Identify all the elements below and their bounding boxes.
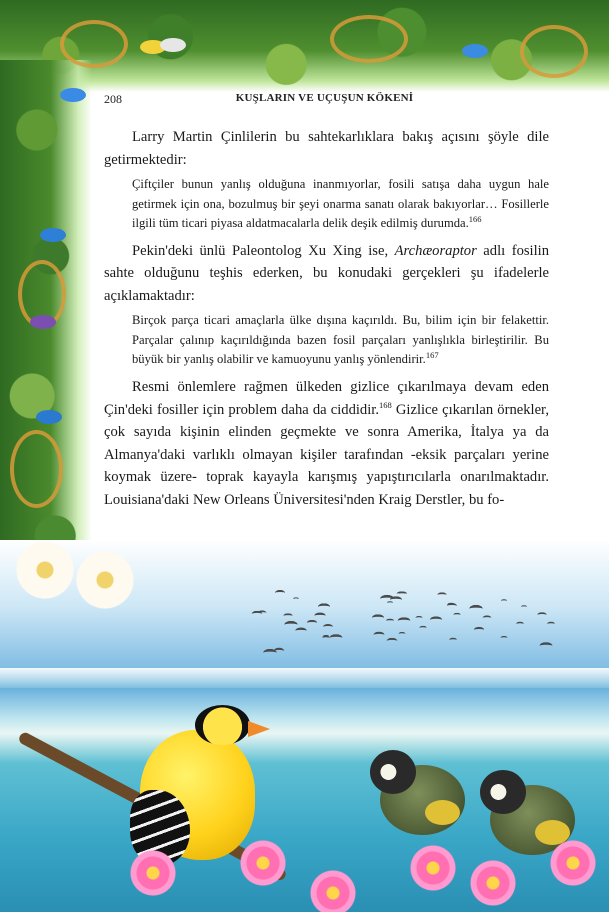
pink-flowers-icon xyxy=(110,840,609,912)
white-blossom-icon xyxy=(10,540,80,600)
white-bird-icon xyxy=(160,38,186,52)
flying-bird-icon xyxy=(449,638,457,643)
flying-flock-icon xyxy=(250,580,570,660)
flying-bird-icon xyxy=(397,591,406,596)
paragraph-text: Pekin'deki ünlü Paleontolog Xu Xing ise, xyxy=(132,242,395,259)
flying-bird-icon xyxy=(275,648,283,653)
vine-curl-icon xyxy=(60,20,128,68)
flying-bird-icon xyxy=(437,592,446,598)
running-title: KUŞLARIN VE UÇUŞUN KÖKENİ xyxy=(235,92,414,104)
paragraph xyxy=(104,376,549,511)
flying-bird-icon xyxy=(469,605,483,613)
paragraph-text: adlı fosilin sahte olduğunu teşhis ederken, bu konudaki gerçekleri şu ifadelerle açıklamaktadır: xyxy=(104,242,550,304)
bird-illustration xyxy=(0,540,609,912)
flying-bird-icon xyxy=(453,613,460,617)
vine-curl-icon xyxy=(520,25,588,78)
flying-bird-icon xyxy=(330,634,343,642)
flying-bird-icon xyxy=(540,642,553,650)
blue-bird-icon xyxy=(36,410,62,424)
flying-bird-icon xyxy=(415,616,422,620)
footnote-ref: 168 xyxy=(379,399,392,410)
paragraph xyxy=(104,240,549,308)
flying-bird-icon xyxy=(283,613,292,619)
flying-bird-icon xyxy=(399,632,406,636)
flying-bird-icon xyxy=(386,619,394,624)
vine-curl-icon xyxy=(10,430,63,508)
quote-text: Çiftçiler bunun yanlış olduğuna inanmıyorlar, fosili satışa daha uygun hale getirmek için ona, bozulmuş bir şeyi onarma sanatı olarak bakıyorlar… Fosillerle ilgili tüm ticari piyasa aldatmacalarla delik deşik edilmiş durumda. xyxy=(132,177,549,231)
page-number: 208 xyxy=(104,92,122,106)
flying-bird-icon xyxy=(372,614,384,621)
flying-bird-icon xyxy=(307,620,317,626)
body-text xyxy=(104,126,549,515)
quote-text: Birçok parça ticari amaçlarla ülke dışına kaçırıldı. Bu, bilim için bir felakettir. Parçalar çalınıp kaçırıldığında bazen fosil parçaları yanlışlıkla birleştirilir. Bu büyük bir yanlış olabilir ve kamuoyunu yanlış yönlendirir. xyxy=(132,313,549,367)
vine-curl-icon xyxy=(330,15,408,63)
block-quote xyxy=(104,175,549,234)
footnote-ref: 166 xyxy=(468,214,482,224)
finch-bird-icon xyxy=(370,740,480,845)
paragraph-text: Resmi önlemlere rağmen ülkeden gizlice çıkarılmaya devam eden Çin'deki fosiller için problem daha da ciddidir. xyxy=(104,379,549,418)
flying-bird-icon xyxy=(252,611,263,617)
flying-bird-icon xyxy=(318,603,330,610)
flying-bird-icon xyxy=(419,626,426,630)
blue-bird-icon xyxy=(40,228,66,242)
paragraph-text: Gizlice çıkarılan örnekler, çok sayıda kişinin elinden geçmekte ve sonra Amerika, İtalya ya da Almanya'daki varlıklı olmayan kişiler tarafından -eksik parçaları yerine koymak üzere- toprak kayayla karışmış yapıştırıcılarla onarılmaktadır. Louisiana'daki New Orleans Üniversitesi'nden Kraig Derstler, bu fo- xyxy=(104,401,549,508)
purple-bird-icon xyxy=(30,315,56,329)
flying-bird-icon xyxy=(516,622,524,627)
blue-bird-icon xyxy=(462,44,488,58)
flying-bird-icon xyxy=(430,616,442,623)
flying-bird-icon xyxy=(537,612,547,618)
flying-bird-icon xyxy=(314,613,326,620)
flying-bird-icon xyxy=(323,624,333,630)
flying-bird-icon xyxy=(521,605,527,609)
footnote-ref: 167 xyxy=(425,350,439,361)
flying-bird-icon xyxy=(322,635,329,639)
white-blossom-icon xyxy=(70,550,140,610)
flying-bird-icon xyxy=(447,603,455,608)
italic-term: Archæoraptor xyxy=(394,242,477,259)
flying-bird-icon xyxy=(500,636,507,640)
flying-bird-icon xyxy=(293,597,299,601)
paragraph: Larry Martin Çinlilerin bu sahtekarlıklara bakış açısını şöyle dile getirmektedir: xyxy=(104,129,549,168)
shoreline xyxy=(0,668,609,688)
running-head xyxy=(0,92,609,110)
flying-bird-icon xyxy=(387,638,398,644)
flying-bird-icon xyxy=(390,596,402,603)
flying-bird-icon xyxy=(398,617,411,625)
flying-bird-icon xyxy=(474,627,484,633)
flying-bird-icon xyxy=(483,615,492,620)
flying-bird-icon xyxy=(373,632,384,639)
block-quote xyxy=(104,311,549,370)
flying-bird-icon xyxy=(547,622,555,627)
flying-bird-icon xyxy=(275,590,285,596)
flying-bird-icon xyxy=(295,628,307,635)
flying-bird-icon xyxy=(501,599,507,603)
